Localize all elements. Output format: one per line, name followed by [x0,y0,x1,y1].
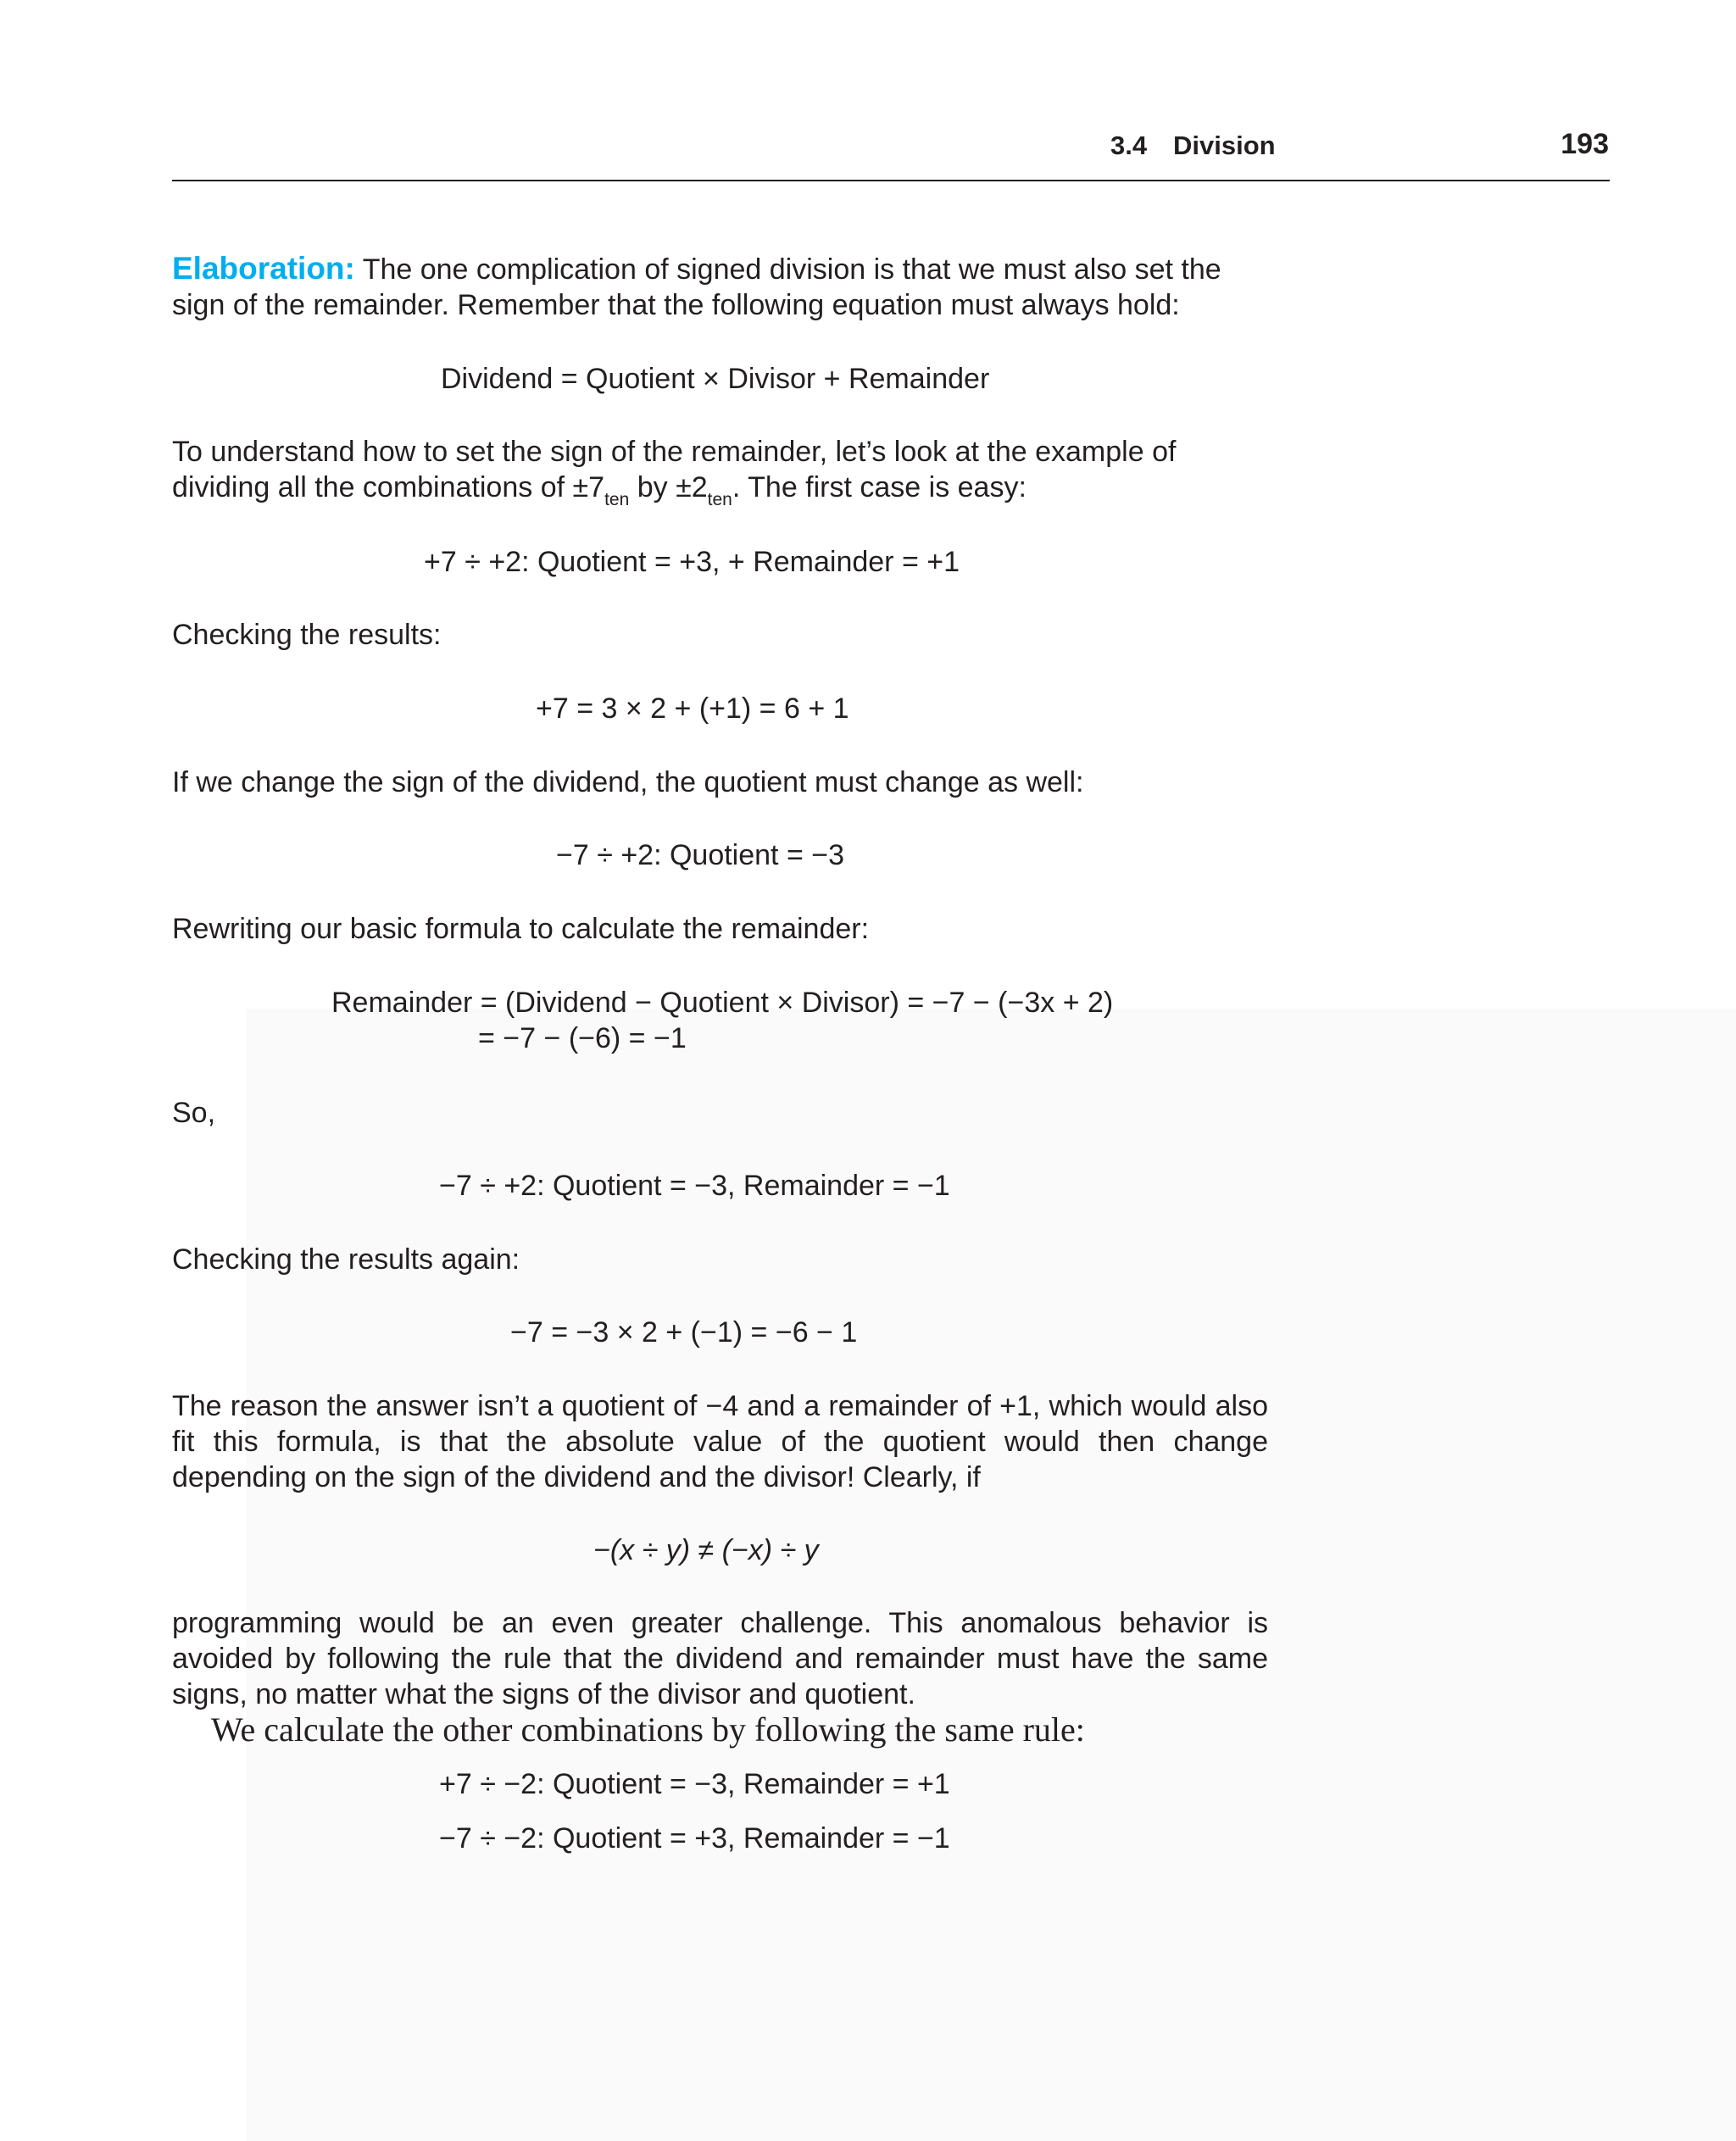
running-header-section-number: 3.4 [1110,131,1148,160]
elaboration-text: The one complication of signed division is that we must also set the sign of the remainder. Remember that the following equation must always hold: [172,253,1221,321]
paragraph-rewriting: Rewriting our basic formula to calculate the remainder: [172,913,870,945]
equation-case-2: −7 ÷ +2: Quotient = −3 [556,839,845,871]
equation-remainder-line-1: Remainder = (Dividend − Quotient × Divisor) = −7 − (−3x + 2) [331,987,1114,1019]
equation-dividend-rule: Dividend = Quotient × Divisor + Remainder [441,363,990,395]
combinations-text-1: To understand how to set the sign of the remainder, let’s look at the example of dividing all the combinations of ±7 [172,436,1177,503]
paragraph-combinations [172,434,1268,509]
paragraph-other-combinations: We calculate the other combinations by following the same rule: [211,1710,1085,1749]
paragraph-programming: programming would be an even greater challenge. This anomalous behavior is avoided by following the rule that the dividend and remainder must have the same signs, no matter what the signs of the divisor and quotient. [172,1607,1268,1710]
paragraph-change-sign: If we change the sign of the dividend, the quotient must change as well: [172,766,1084,798]
equation-case-1: +7 ÷ +2: Quotient = +3, + Remainder = +1 [424,546,960,578]
equation-check-1: +7 = 3 × 2 + (+1) = 6 + 1 [536,692,849,725]
paragraph-reason: The reason the answer isn’t a quotient of −4 and a remainder of +1, which would also fit this formula, is that the absolute value of the quotient would then change depending on the sign of the dividend and the divisor! Clearly, if [172,1390,1268,1493]
running-header-section-title: Division [1173,131,1276,160]
equation-remainder-line-2: = −7 − (−6) = −1 [478,1022,687,1054]
paragraph-so: So, [172,1097,216,1129]
equation-case-3: +7 ÷ −2: Quotient = −3, Remainder = +1 [439,1768,950,1800]
paragraph-elaboration [172,251,1268,323]
equation-case-4: −7 ÷ −2: Quotient = +3, Remainder = −1 [439,1822,950,1855]
equation-not-equal: −(x ÷ y) ≠ (−x) ÷ y [593,1534,819,1566]
subscript-ten: ten [707,490,732,509]
paragraph-checking-again: Checking the results again: [172,1243,520,1276]
elaboration-label: Elaboration: [172,251,355,286]
combinations-text-2: by ±2 [629,471,708,503]
equation-case-2-full: −7 ÷ +2: Quotient = −3, Remainder = −1 [439,1170,950,1202]
subscript-ten: ten [604,490,630,509]
combinations-text-3: . The first case is easy: [732,471,1027,503]
page-number: 193 [1561,128,1609,160]
equation-check-2: −7 = −3 × 2 + (−1) = −6 − 1 [510,1316,858,1349]
header-rule [172,180,1610,181]
paragraph-checking: Checking the results: [172,619,442,651]
